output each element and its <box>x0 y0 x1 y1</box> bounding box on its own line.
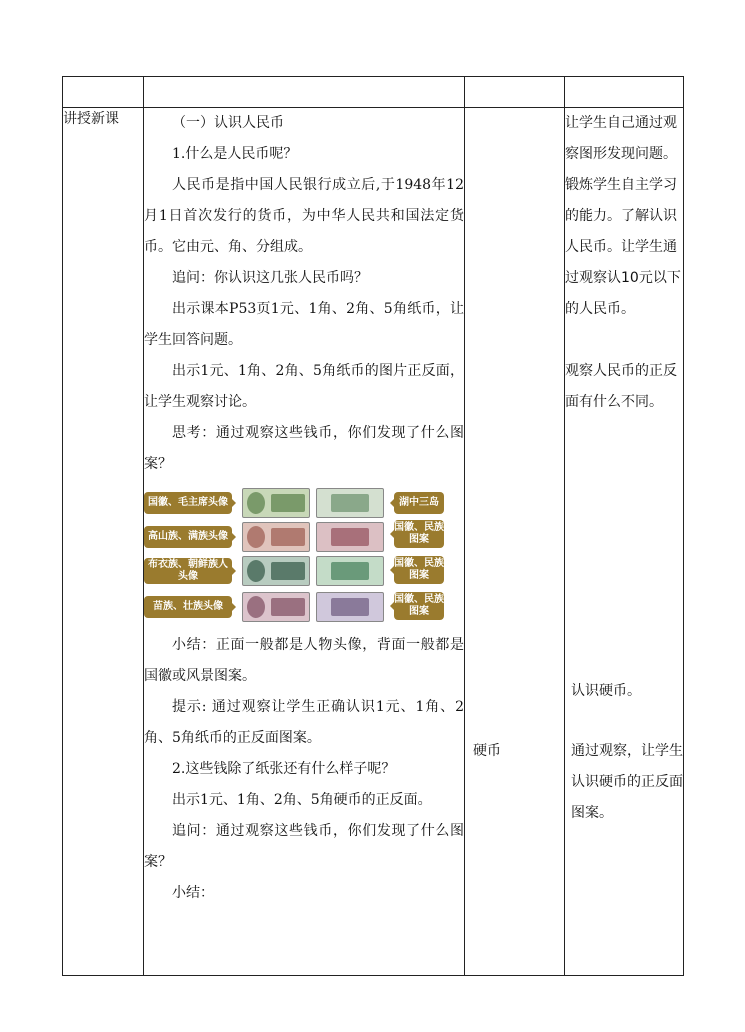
label-front-2: 高山族、满族头像 <box>144 526 232 548</box>
summary-2: 小结： <box>172 885 214 901</box>
section-label: 讲授新课 <box>63 108 144 976</box>
header-cell-4 <box>565 77 684 108</box>
banknote-back-1 <box>316 488 384 518</box>
coin-label: 硬币 <box>473 743 501 759</box>
body-row <box>63 108 684 976</box>
label-back-1: 湖中三岛 <box>394 492 444 514</box>
ask-1: 追问：你认识这几张人民币吗？ <box>172 270 368 286</box>
note-1: 让学生自己通过观察图形发现问题。锻炼学生自主学习的能力。了解认识人民币。让学生通过观察认10元以下的人民币。 <box>565 115 681 317</box>
note-gap <box>565 325 683 356</box>
label-front-1: 国徽、毛主席头像 <box>144 492 232 514</box>
label-back-2: 国徽、民族图案 <box>394 520 444 548</box>
note-2: 观察人民币的正反面有什么不同。 <box>565 363 677 410</box>
label-front-3: 布衣族、朝鲜族人头像 <box>144 558 232 584</box>
banknote-back-3 <box>316 556 384 586</box>
question-1: 1.什么是人民币呢？ <box>172 146 298 162</box>
banknote-back-4 <box>316 592 384 622</box>
label-back-4: 国徽、民族图案 <box>394 592 444 620</box>
header-row <box>63 77 684 108</box>
header-cell-2 <box>144 77 465 108</box>
note-3: 认识硬币。 <box>571 683 641 699</box>
header-cell-1 <box>63 77 144 108</box>
show-1: 出示课本P53页1元、1角、2角、5角纸币，让学生回答问题。 <box>144 301 464 348</box>
banknote-figure <box>144 486 444 626</box>
tip: 提示: 通过观察让学生正确认识1元、1角、2角、5角纸币的正反面图案。 <box>144 699 464 746</box>
definition-paragraph: 人民币是指中国人民银行成立后,于1948年12月1日首次发行的货币，为中华人民共和国法定货币。它由元、角、分组成。 <box>144 177 464 255</box>
header-cell-3 <box>465 77 565 108</box>
show-3: 出示1元、1角、2角、5角硬币的正反面。 <box>172 792 432 808</box>
think: 思考：通过观察这些钱币，你们发现了什么图案？ <box>144 425 464 472</box>
note-4: 通过观察，让学生认识硬币的正反面图案。 <box>571 743 683 821</box>
ask-2: 追问：通过观察这些钱币，你们发现了什么图案？ <box>144 823 464 870</box>
column-three-cell <box>465 108 565 976</box>
label-front-4: 苗族、壮族头像 <box>144 596 232 618</box>
question-2: 2.这些钱除了纸张还有什么样子呢？ <box>172 761 396 777</box>
banknote-back-2 <box>316 522 384 552</box>
content-heading: （一）认识人民币 <box>172 115 284 131</box>
summary-1: 小结：正面一般都是人物头像，背面一般都是国徽或风景图案。 <box>144 637 464 684</box>
lesson-table <box>62 76 684 976</box>
show-2: 出示1元、1角、2角、5角纸币的图片正反面，让学生观察讨论。 <box>144 363 464 410</box>
banknote-front-4 <box>242 592 310 622</box>
banknote-front-1 <box>242 488 310 518</box>
notes-cell <box>565 108 684 976</box>
banknote-front-2 <box>242 522 310 552</box>
content-cell <box>144 108 465 976</box>
banknote-front-3 <box>242 556 310 586</box>
label-back-3: 国徽、民族图案 <box>394 556 444 584</box>
